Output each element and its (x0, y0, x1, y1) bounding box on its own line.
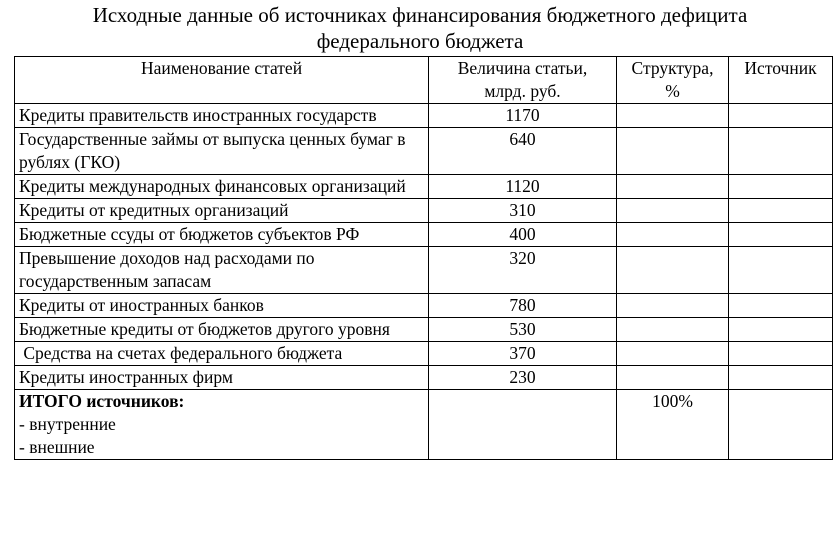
row-source (729, 175, 833, 199)
table-row (15, 342, 833, 366)
header-value-line-2: млрд. руб. (484, 81, 561, 101)
row-source (729, 247, 833, 294)
row-value: 320 (429, 247, 617, 294)
row-value: 230 (429, 366, 617, 390)
row-source (729, 366, 833, 390)
row-structure (617, 199, 729, 223)
row-structure (617, 104, 729, 128)
total-name-cell (15, 390, 429, 460)
header-item-name (15, 57, 429, 104)
row-name: Государственные займы от выпуска ценных бумаг в рублях (ГКО) (15, 128, 429, 175)
row-name: Кредиты иностранных фирм (15, 366, 429, 390)
table-row (15, 175, 833, 199)
row-value: 310 (429, 199, 617, 223)
row-name: Средства на счетах федерального бюджета (15, 342, 429, 366)
row-source (729, 318, 833, 342)
row-structure (617, 318, 729, 342)
header-value (429, 57, 617, 104)
row-structure (617, 223, 729, 247)
total-external-label: - внешние (19, 437, 95, 457)
row-name: Бюджетные ссуды от бюджетов субъектов РФ (15, 223, 429, 247)
table-row (15, 223, 833, 247)
row-structure (617, 294, 729, 318)
row-value: 780 (429, 294, 617, 318)
title-line-1: Исходные данные об источниках финансирования бюджетного дефицита (92, 3, 748, 27)
row-value: 530 (429, 318, 617, 342)
table-row (15, 318, 833, 342)
row-source (729, 342, 833, 366)
total-row (15, 390, 833, 460)
table-row (15, 294, 833, 318)
row-value: 640 (429, 128, 617, 175)
total-value (429, 390, 617, 460)
total-structure: 100% (617, 390, 729, 460)
header-source-label: Источник (744, 58, 817, 78)
row-structure (617, 128, 729, 175)
row-value: 1170 (429, 104, 617, 128)
total-internal-label: - внутренние (19, 414, 116, 434)
row-structure (617, 247, 729, 294)
row-name: Кредиты правительств иностранных государств (15, 104, 429, 128)
row-source (729, 104, 833, 128)
title-line-2: федерального бюджета (316, 29, 524, 53)
header-item-name-label: Наименование статей (140, 58, 303, 78)
row-name: Кредиты от кредитных организаций (15, 199, 429, 223)
row-name: Кредиты от иностранных банков (15, 294, 429, 318)
total-source (729, 390, 833, 460)
row-source (729, 294, 833, 318)
table-row (15, 128, 833, 175)
document-title (0, 2, 840, 54)
row-value: 1120 (429, 175, 617, 199)
header-structure (617, 57, 729, 104)
total-label: ИТОГО источников: (19, 391, 185, 411)
header-structure-line-1: Структура, (631, 58, 714, 78)
row-name: Превышение доходов над расходами по государственным запасам (15, 247, 429, 294)
table-row (15, 104, 833, 128)
row-structure (617, 342, 729, 366)
row-source (729, 128, 833, 175)
table-row (15, 366, 833, 390)
row-source (729, 223, 833, 247)
row-value: 400 (429, 223, 617, 247)
row-structure (617, 366, 729, 390)
table-row (15, 247, 833, 294)
table-row (15, 199, 833, 223)
table-header-row (15, 57, 833, 104)
row-value: 370 (429, 342, 617, 366)
row-source (729, 199, 833, 223)
financing-sources-table (14, 56, 833, 460)
row-name: Бюджетные кредиты от бюджетов другого уровня (15, 318, 429, 342)
row-structure (617, 175, 729, 199)
header-structure-line-2: % (665, 81, 680, 101)
header-source (729, 57, 833, 104)
header-value-line-1: Величина статьи, (457, 58, 588, 78)
row-name: Кредиты международных финансовых организаций (15, 175, 429, 199)
